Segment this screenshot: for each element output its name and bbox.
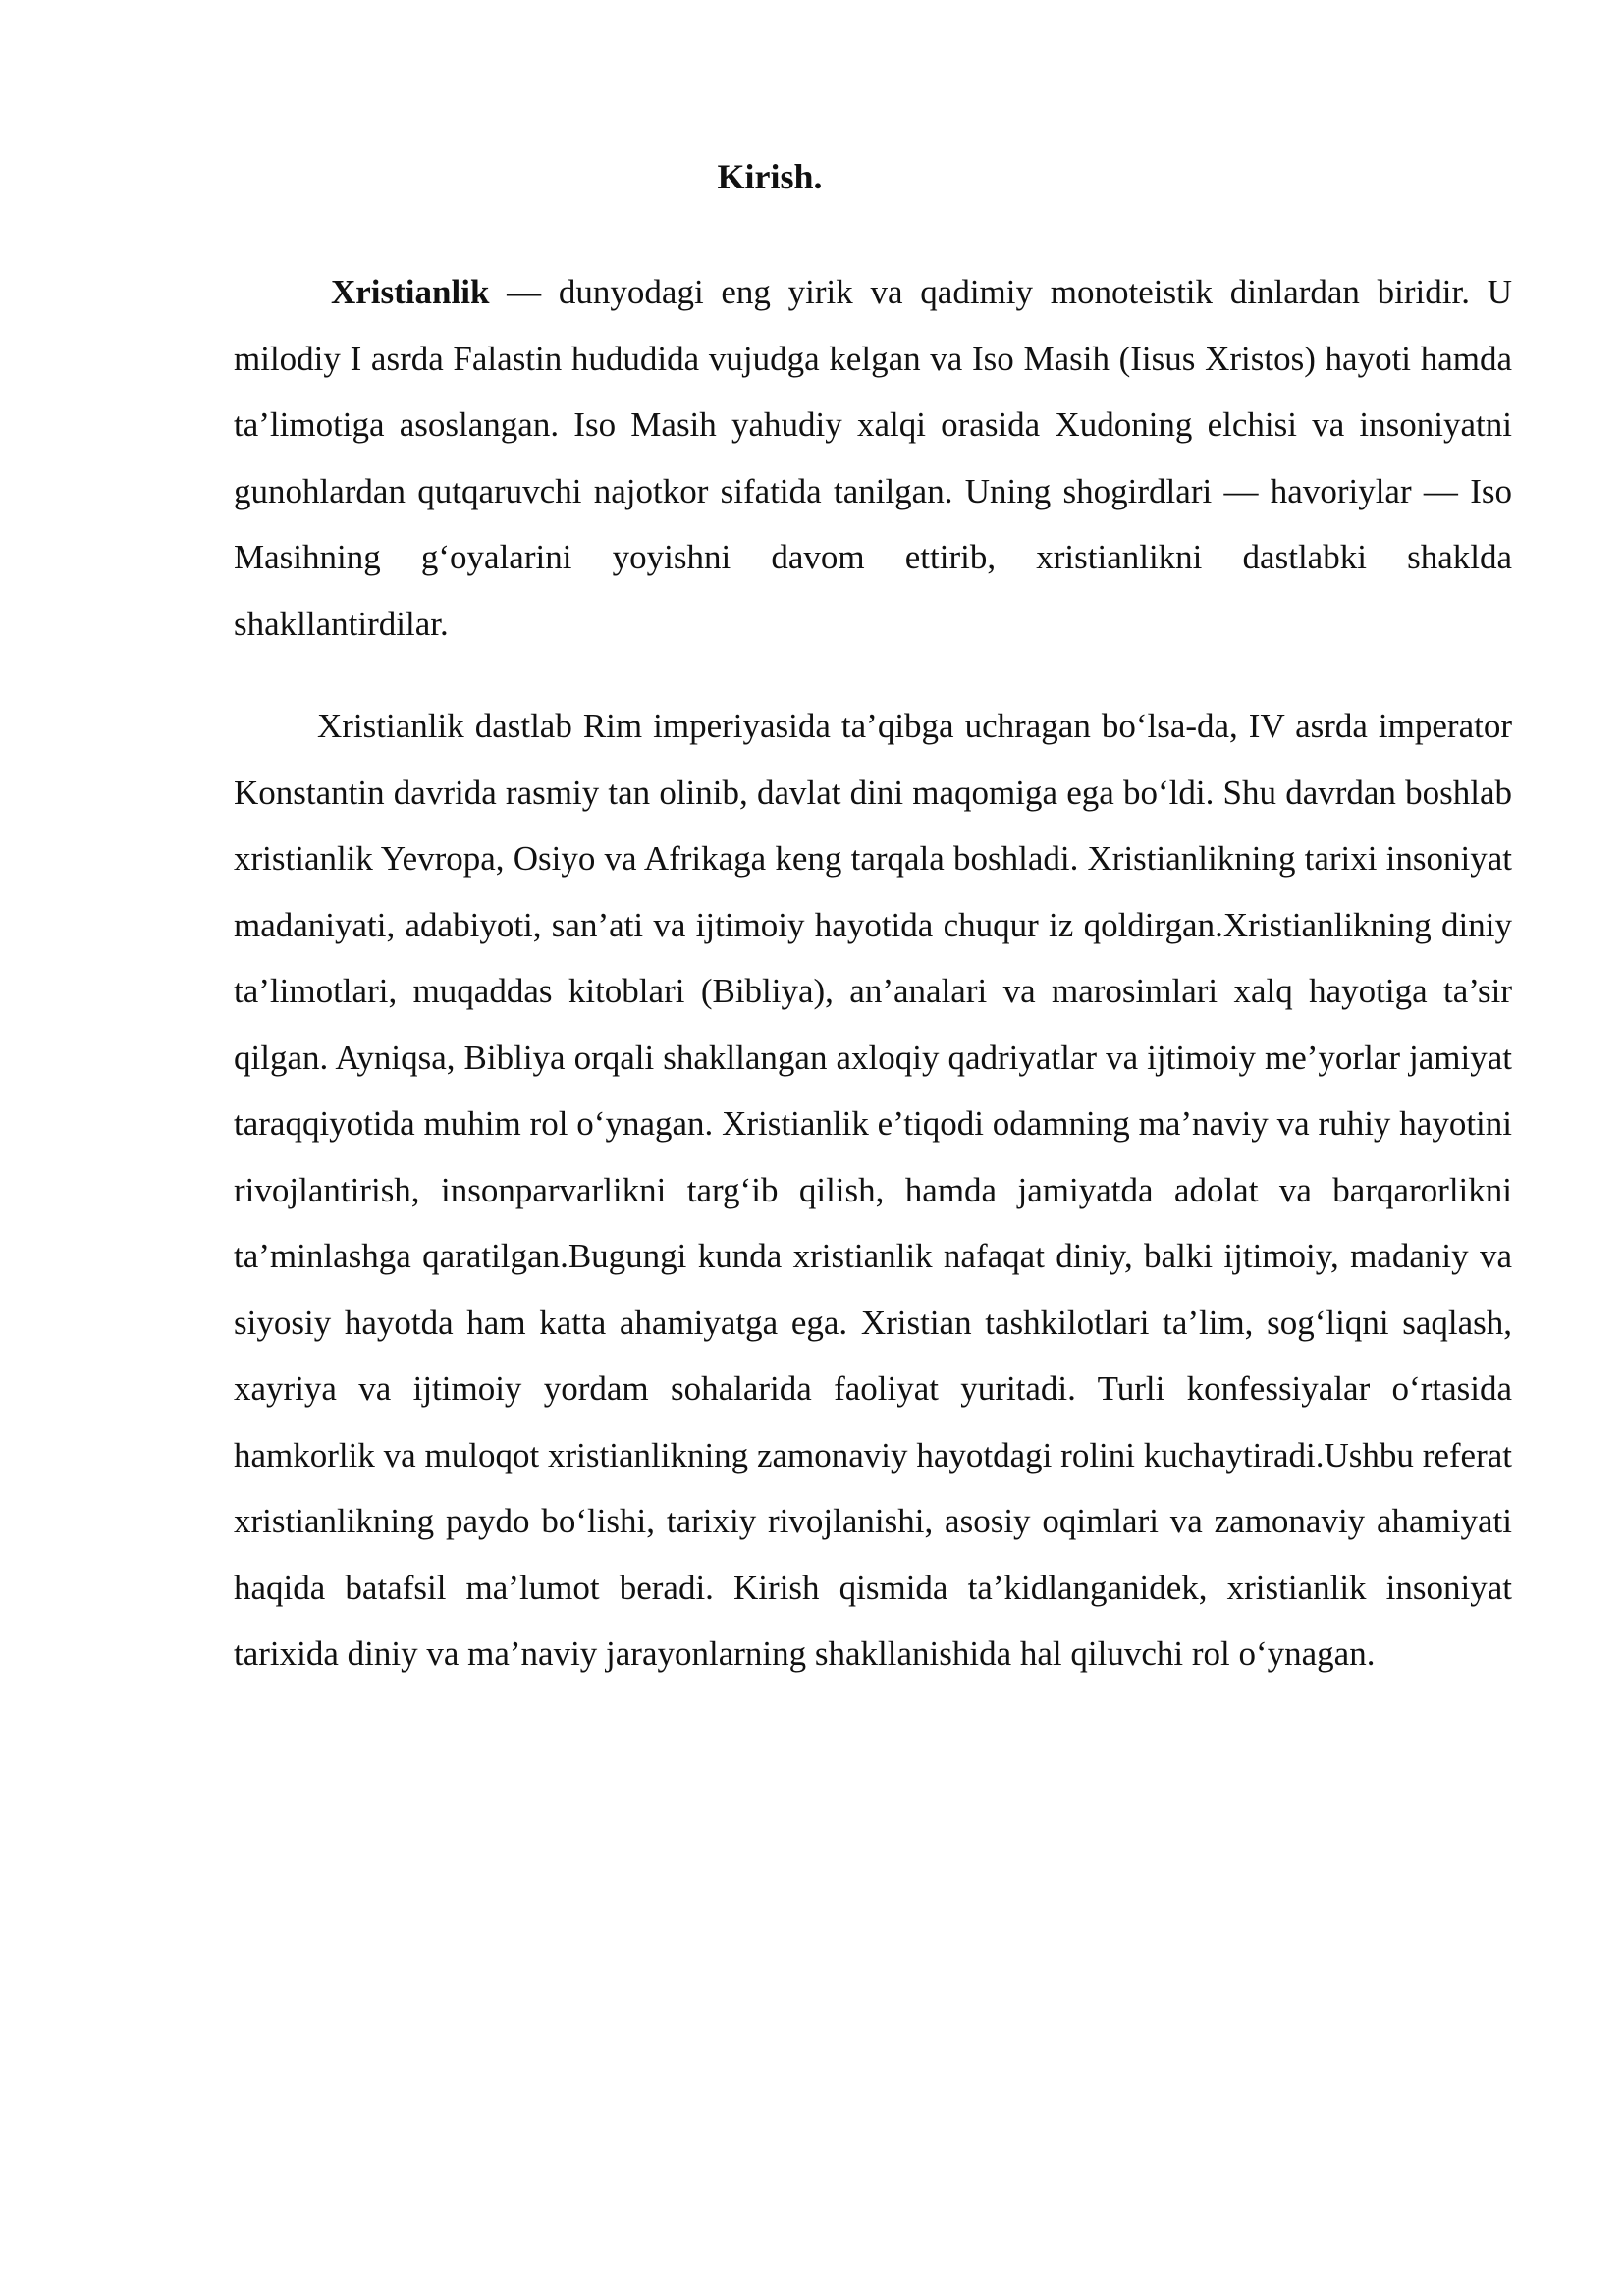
lead-term: Xristianlik — [331, 273, 490, 311]
paragraph-intro — [234, 259, 1512, 657]
body-text — [234, 259, 1512, 1687]
paragraph-intro-text: — dunyodagi eng yirik va qadimiy monoteistik dinlardan biridir. U milodiy I asrda Falastin hududida vujudga kelgan va Iso Masih (Iisus Xristos) hayoti hamda ta’limotiga asoslangan. Iso Masih yahudiy xalqi orasida Xudoning elchisi va insoniyatni gunohlardan qutqaruvchi najotkor sifatida tanilgan. Uning shogirdlari — havoriylar — Iso Masihning g‘oyalarini yoyishni davom ettirib, xristianlikni dastlabki shaklda shakllantirdilar. — [234, 273, 1512, 643]
paragraph-history: Xristianlik dastlab Rim imperiyasida ta’qibga uchragan bo‘lsa-da, IV asrda imperator Konstantin davrida rasmiy tan olinib, davlat dini maqomiga ega bo‘ldi. Shu davrdan boshlab xristianlik Yevropa, Osiyo va Afrikaga keng tarqala boshladi. Xristianlikning tarixi insoniyat madaniyati, adabiyoti, san’ati va ijtimoiy hayotida chuqur iz qoldirgan.Xristianlikning diniy ta’limotlari, muqaddas kitoblari (Bibliya), an’analari va marosimlari xalq hayotiga ta’sir qilgan. Ayniqsa, Bibliya orqali shakllangan axloqiy qadriyatlar va ijtimoiy me’yorlar jamiyat taraqqiyotida muhim rol o‘ynagan. Xristianlik e’tiqodi odamning ma’naviy va ruhiy hayotini rivojlantirish, insonparvarlikni targ‘ib qilish, hamda jamiyatda adolat va barqarorlikni ta’minlashga qaratilgan.Bugungi kunda xristianlik nafaqat diniy, balki ijtimoiy, madaniy va siyosiy hayotda ham katta ahamiyatga ega. Xristian tashkilotlari ta’lim, sog‘liqni saqlash, xayriya va ijtimoiy yordam sohalarida faoliyat yuritadi. Turli konfessiyalar o‘rtasida hamkorlik va muloqot xristianlikning zamonaviy hayotdagi rolini kuchaytiradi.Ushbu referat xristianlikning paydo bo‘lishi, tarixiy rivojlanishi, asosiy oqimlari va zamonaviy ahamiyati haqida batafsil ma’lumot beradi. Kirish qismida ta’kidlanganidek, xristianlik insoniyat tarixida diniy va ma’naviy jarayonlarning shakllanishida hal qiluvchi rol o‘ynagan. — [234, 707, 1512, 1673]
page-title: Kirish. — [717, 157, 823, 196]
